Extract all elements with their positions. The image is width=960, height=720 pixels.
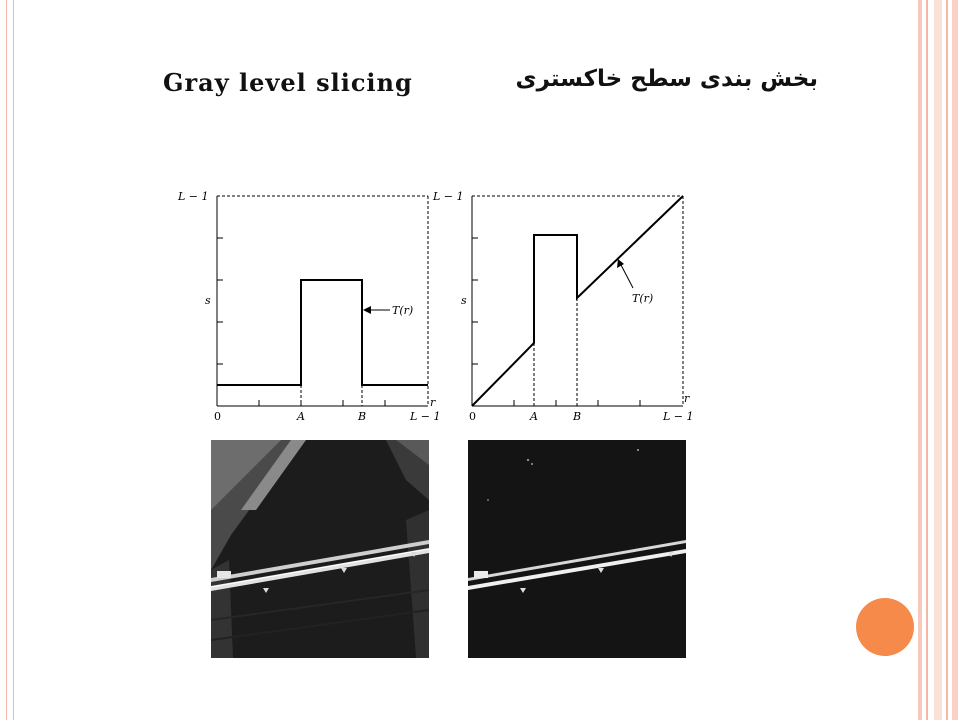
right-y-top-label: L − 1 bbox=[433, 190, 464, 203]
aerial-bridge-photo bbox=[211, 440, 429, 658]
left-x-axis-var: r bbox=[430, 396, 436, 409]
right-x-origin-label: 0 bbox=[469, 410, 476, 423]
left-x-label-a: A bbox=[297, 410, 305, 423]
left-x-end-label: L − 1 bbox=[410, 410, 441, 423]
left-x-origin-label: 0 bbox=[214, 410, 221, 423]
left-y-axis-label: s bbox=[205, 294, 211, 307]
slide-frame-right bbox=[918, 0, 960, 720]
transfer-function-figure bbox=[170, 180, 710, 430]
slide-title-rtl: بخش بندی سطح خاکستری bbox=[515, 66, 818, 92]
slide-frame-left bbox=[6, 0, 14, 720]
right-transfer-plot bbox=[432, 190, 694, 423]
right-y-axis-label: s bbox=[461, 294, 467, 307]
slide-title-latin: Gray level slicing bbox=[163, 68, 413, 97]
right-curve-label: T(r) bbox=[632, 292, 654, 305]
left-transfer-plot bbox=[177, 190, 441, 423]
left-x-label-b: B bbox=[358, 410, 367, 423]
right-x-axis-var: r bbox=[684, 392, 690, 405]
left-curve-label: T(r) bbox=[392, 304, 414, 317]
left-y-top-label: L − 1 bbox=[178, 190, 209, 203]
right-x-label-a: A bbox=[530, 410, 538, 423]
right-x-end-label: L − 1 bbox=[663, 410, 694, 423]
left-transfer-curve bbox=[217, 280, 428, 385]
accent-circle bbox=[856, 598, 914, 656]
right-x-label-b: B bbox=[573, 410, 582, 423]
aerial-bridge-sliced-photo bbox=[468, 440, 686, 658]
